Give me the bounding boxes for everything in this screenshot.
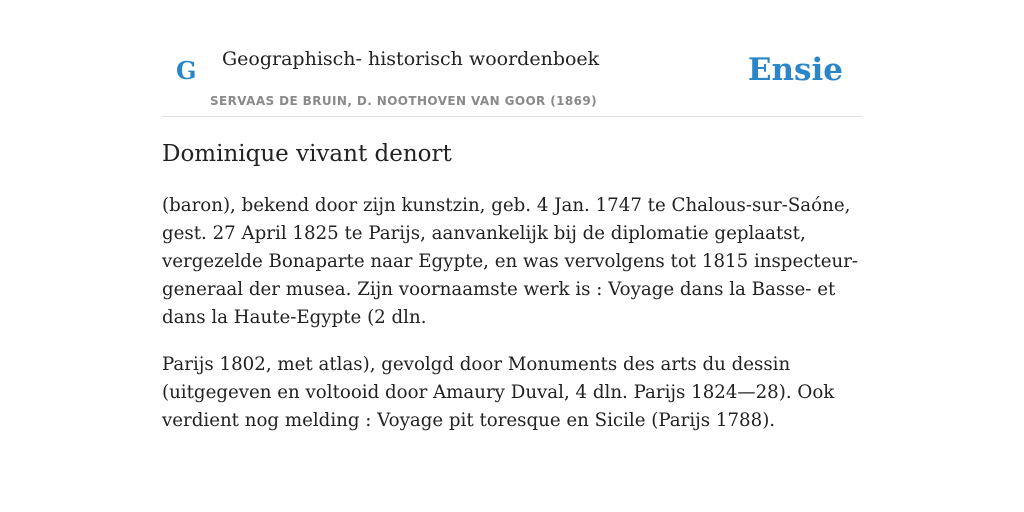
article-paragraph: (baron), bekend door zijn kunstzin, geb. 4 Jan. 1747 te Chalous-sur-Saóne, gest. 27 April 1825 te Parijs, aanvankelijk bij de diplomatie geplaatst, vergezelde Bonaparte naar Egypte, en was vervolgens tot 1815 inspecteur-generaal der musea. Zijn voornaamste werk is : Voyage dans la Basse- et dans la Haute-Egypte (2 dln. xyxy=(162,195,859,328)
article xyxy=(162,138,864,435)
ensie-logo[interactable]: Ensie xyxy=(747,52,843,88)
book-authors: SERVAAS DE BRUIN, D. NOOTHOVEN VAN GOOR (1869) xyxy=(210,94,598,108)
article-paragraph: Parijs 1802, met atlas), gevolgd door Monuments des arts du dessin (uitgegeven en voltooid door Amaury Duval, 4 dln. Parijs 1824—28). Ook verdient nog melding : Voyage pit toresque en Sicile (Parijs 1788). xyxy=(162,354,835,431)
article-title: Dominique vivant denort xyxy=(162,141,452,167)
book-logo-letter[interactable]: G xyxy=(176,56,197,85)
book-title[interactable]: Geographisch- historisch woordenboek xyxy=(222,48,600,70)
book-header xyxy=(162,40,862,117)
